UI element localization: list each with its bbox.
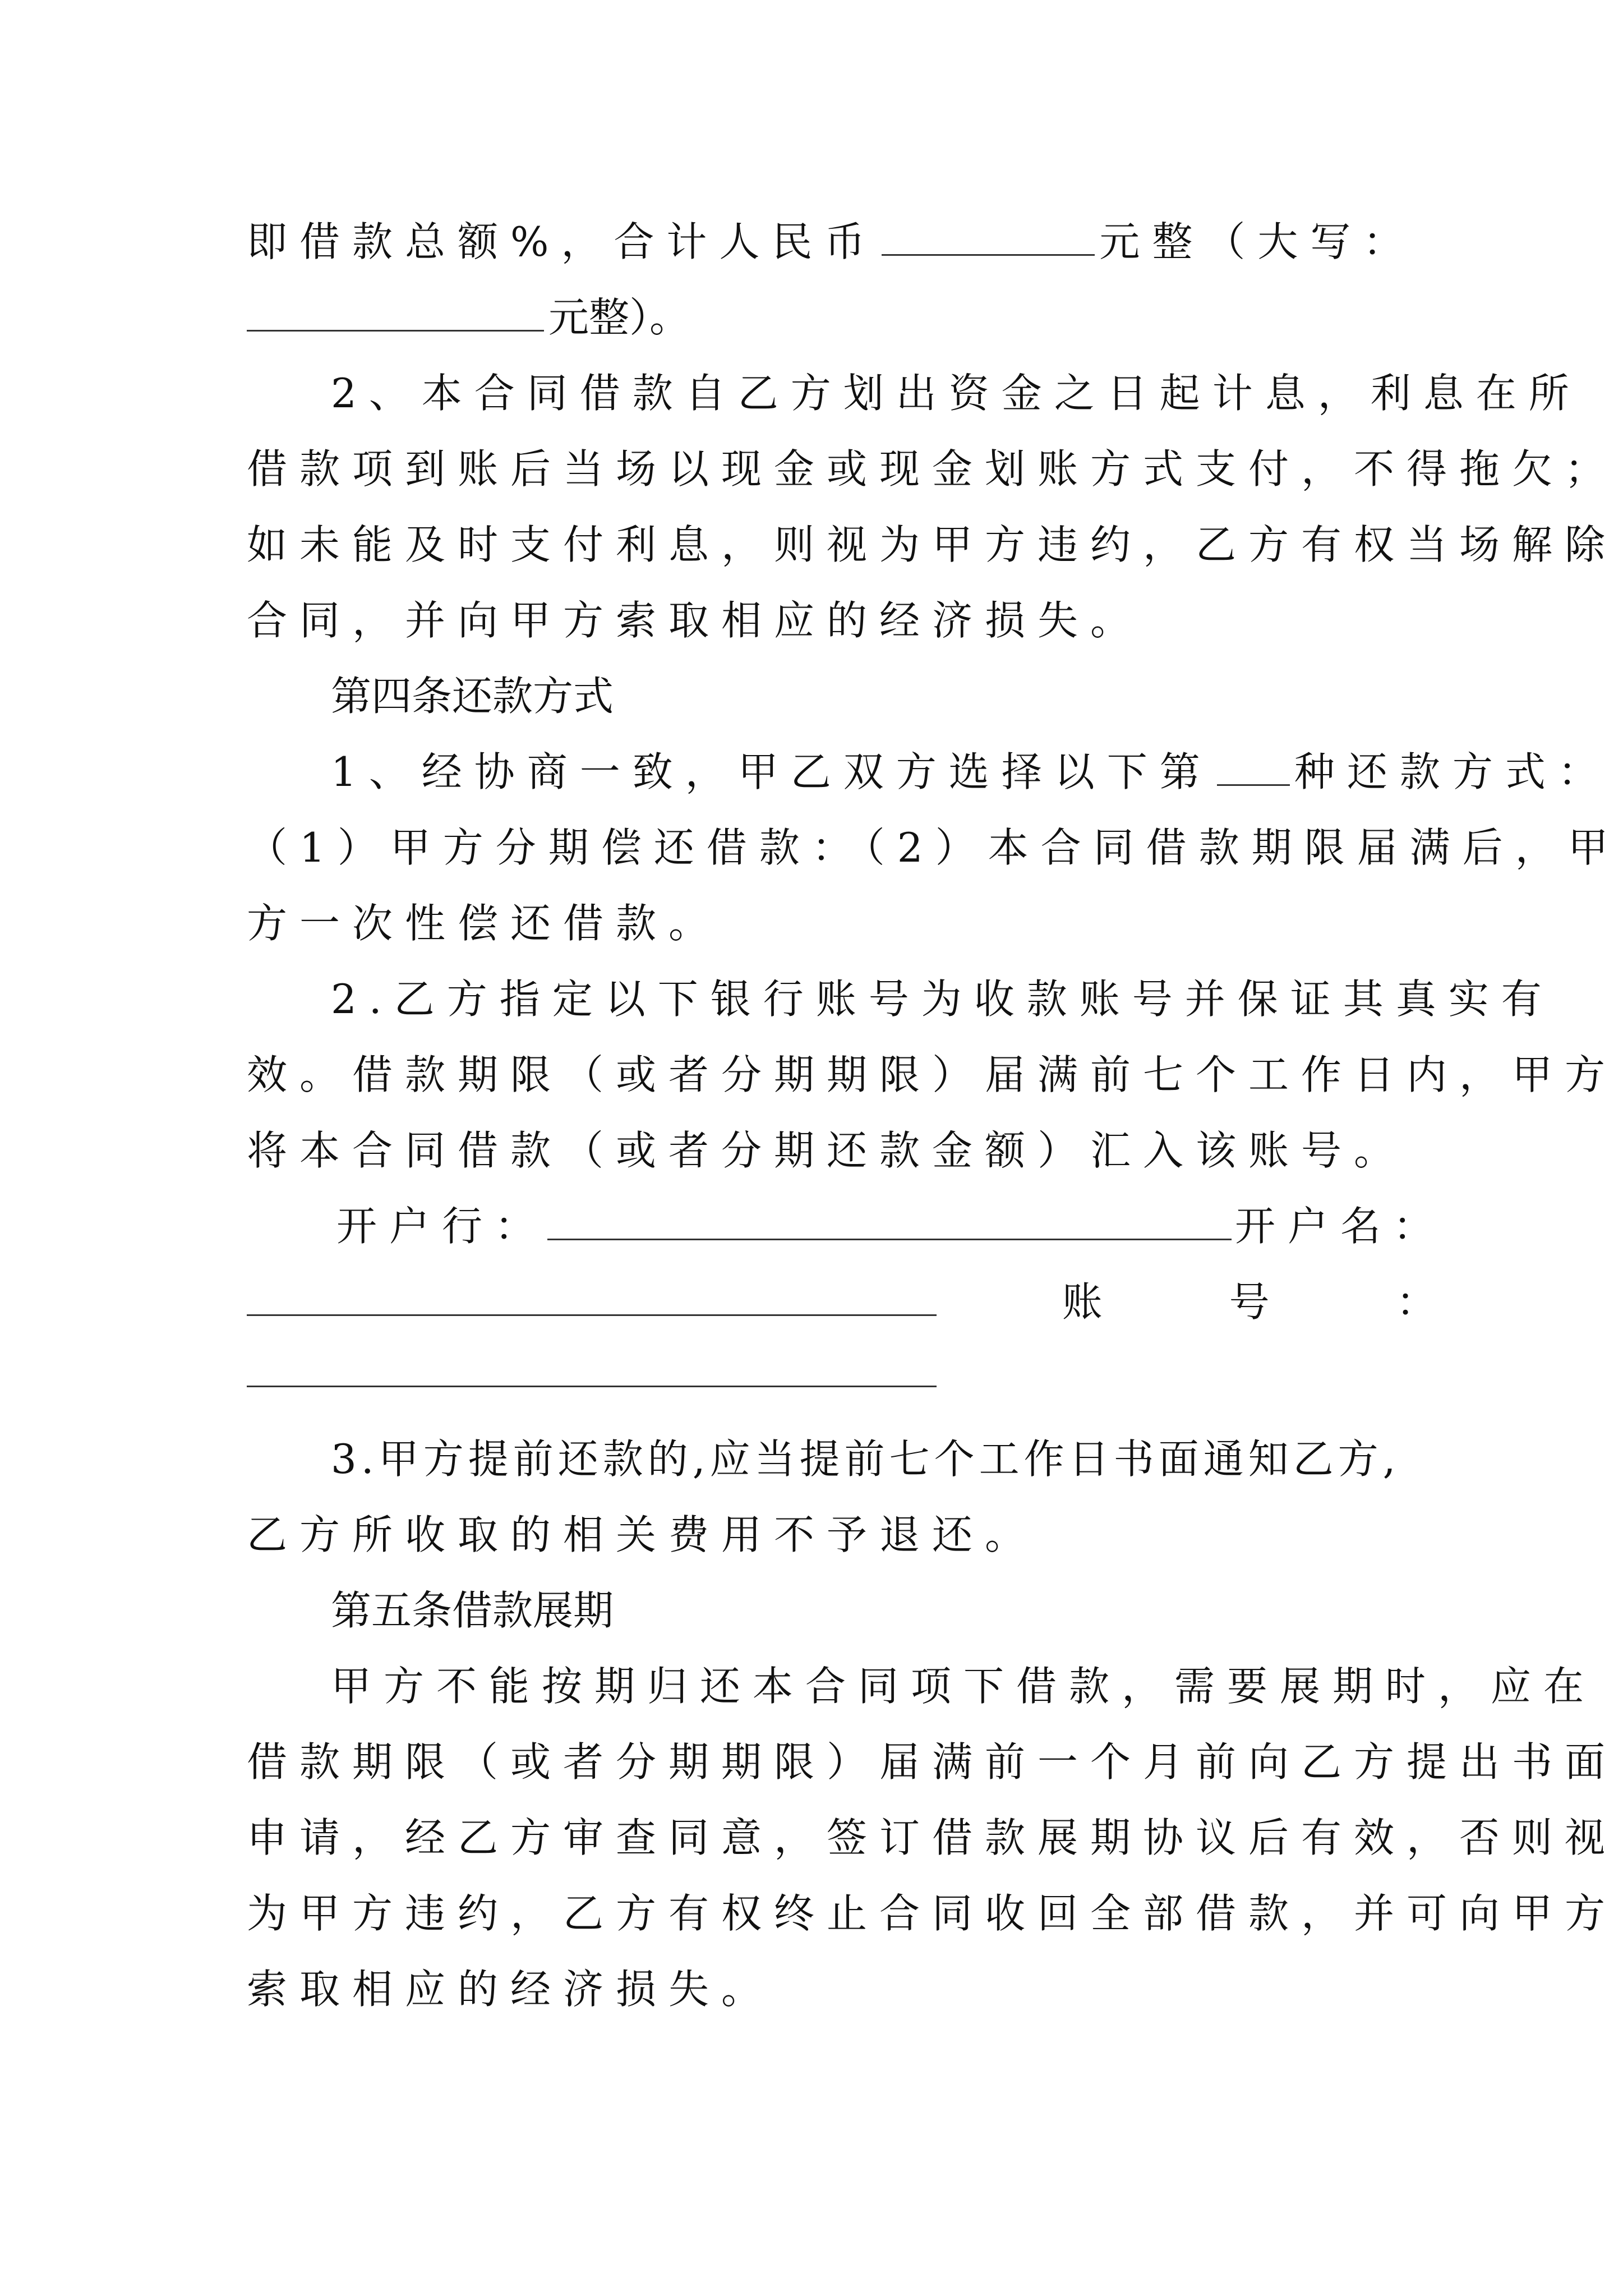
blank-amount [882, 215, 1095, 256]
blank-amount-uppercase [247, 291, 544, 332]
paragraph-line: 索取相应的经济损失。 [247, 1966, 774, 2013]
paragraph-line: 为甲方违约，乙方有权终止合同收回全部借款，并可向甲方 [247, 1890, 1618, 1937]
paragraph-line: 借款期限（或者分期期限）届满前一个月前向乙方提出书面 [247, 1738, 1618, 1786]
account-name-label: 开户名： [1235, 1203, 1446, 1250]
account-name-blank [247, 1275, 937, 1316]
paragraph-line [331, 740, 1611, 803]
paragraph-line: 如未能及时支付利息，则视为甲方违约，乙方有权当场解除 [247, 521, 1618, 568]
account-label-char: 账 [1062, 1278, 1103, 1326]
paragraph-line: （1）甲方分期偿还借款：（2）本合同借款期限届满后，甲 [247, 824, 1621, 871]
paragraph-line: 借款项到账后当场以现金或现金划账方式支付，不得拖欠； [247, 445, 1618, 493]
account-label-char: ： [1396, 1278, 1437, 1326]
paragraph-line: 2.乙方指定以下银行账号为收款账号并保证其真实有 [331, 976, 1554, 1023]
account-number-line [247, 1341, 1402, 1404]
account-label-char: 号 [1229, 1278, 1270, 1326]
text-run: 1、经协商一致，甲乙双方选择以下第 [331, 748, 1212, 795]
account-line [247, 1271, 1437, 1333]
paragraph-line [247, 210, 1416, 273]
article-heading: 第四条还款方式 [331, 673, 614, 720]
paragraph-line: 申请，经乙方审查同意，签订借款展期协议后有效，否则视 [247, 1814, 1618, 1861]
paragraph-line: 将本合同借款（或者分期还款金额）汇入该账号。 [247, 1127, 1407, 1174]
paragraph-line: 2、本合同借款自乙方划出资金之日起计息，利息在所 [331, 370, 1581, 417]
paragraph-line: 乙方所收取的相关费用不予退还。 [247, 1511, 1038, 1558]
account-number-blank [247, 1341, 937, 1387]
text-run: 即借款总额%，合计人民币 [247, 218, 878, 265]
blank-option [1217, 745, 1290, 786]
article-heading: 第五条借款展期 [331, 1587, 614, 1634]
paragraph-line: 效。借款期限（或者分期期限）届满前七个工作日内，甲方 [247, 1051, 1618, 1098]
text-run: 元整）。 [548, 294, 690, 341]
text-run: 元整（大写： [1099, 218, 1416, 265]
paragraph-line: 3.甲方提前还款的,应当提前七个工作日书面通知乙方, [331, 1435, 1400, 1483]
paragraph-line [247, 286, 1402, 349]
paragraph-line: 甲方不能按期归还本合同项下借款，需要展期时，应在 [331, 1663, 1597, 1710]
bank-line [336, 1195, 1492, 1258]
text-run: 种还款方式： [1294, 748, 1611, 795]
bank-blank [547, 1199, 1232, 1240]
paragraph-line: 方一次性偿还借款。 [247, 900, 722, 947]
paragraph-line: 合同，并向甲方索取相应的经济损失。 [247, 597, 1144, 644]
bank-label: 开户行： [336, 1203, 548, 1250]
